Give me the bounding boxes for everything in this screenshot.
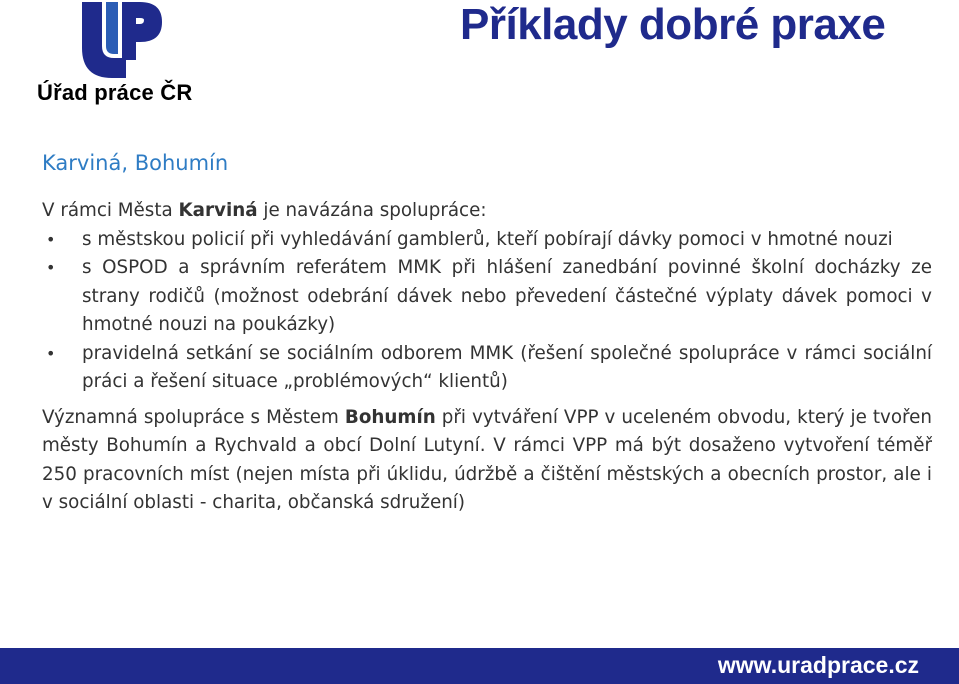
list-item-text: s městskou policií při vyhledávání gamblerů, kteří pobírají dávky pomoci v hmotné nouzi xyxy=(82,228,893,250)
paragraph-suffix: při vytváření VPP v uceleném obvodu, který je tvořen městy Bohumín a Rychvald a obcí Dolní Lutyní. V rámci VPP má být dosaženo vytvoření téměř 250 pracovních míst (nejen místa při úklidu, údržbě a čištění městských a obecních prostor, ale i v sociální oblasti - charita, občanská sdružení) xyxy=(42,406,933,513)
list-item-text: pravidelná setkání se sociálním odborem MMK (řešení společné spolupráce v rámci sociální práci a řešení situace „problémových“ klientů) xyxy=(82,342,932,392)
bullet-icon: • xyxy=(46,258,56,277)
paragraph-prefix: Významná spolupráce s Městem xyxy=(42,406,345,428)
section-subtitle: Karviná, Bohumín xyxy=(42,151,229,175)
cooperation-list xyxy=(42,226,932,397)
paragraph-city: Bohumín xyxy=(344,406,436,428)
footer-url-link[interactable]: www.uradprace.cz xyxy=(717,652,919,678)
urad-prace-logo-icon xyxy=(78,2,162,78)
list-item-text: s OSPOD a správním referátem MMK při hlášení zanedbání povinné školní docházky ze strany rodičů (možnost odebrání dávek nebo převedení částečné výplaty dávek pomoci v hmotné nouzi na poukázky) xyxy=(82,257,932,335)
bullet-icon: • xyxy=(46,343,56,363)
list-item xyxy=(42,340,932,397)
slide-title: Příklady dobré praxe xyxy=(460,0,886,49)
bohumin-paragraph xyxy=(42,404,932,518)
list-item xyxy=(42,254,932,340)
footer-bar xyxy=(0,648,959,684)
intro-line xyxy=(42,197,932,226)
intro-city: Karviná xyxy=(178,200,258,221)
slide-body xyxy=(42,197,932,518)
logo-text: Úřad práce ČR xyxy=(37,80,193,105)
bullet-icon: • xyxy=(46,229,56,249)
intro-prefix: V rámci Města xyxy=(42,200,179,221)
intro-suffix: je navázána spolupráce: xyxy=(257,200,487,221)
list-item xyxy=(42,226,932,255)
